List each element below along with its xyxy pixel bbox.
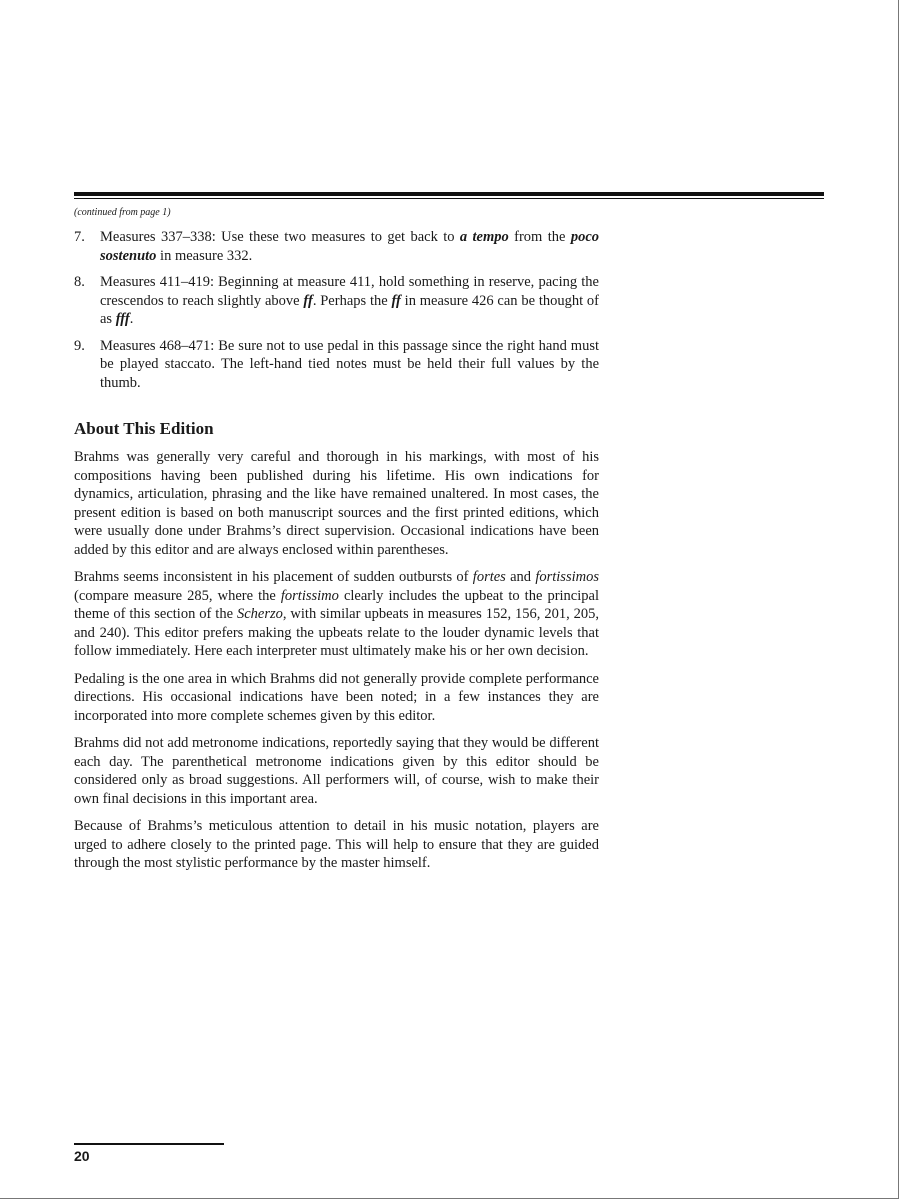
tempo-marking: poco sostenuto [100,229,600,264]
note-7 [74,228,599,265]
note-9 [74,337,599,393]
note-8 [74,273,599,329]
tempo-marking: a tempo [459,229,509,245]
note-number: 7. [74,229,85,245]
page-content [74,206,599,882]
folio-rule [74,1143,224,1145]
page-number: 20 [74,1148,90,1164]
dynamic-marking: ff [391,292,401,309]
note-text: Measures 337–338: Use these two measures to get back to a tempo from the poco sostenuto in measure 332. [100,229,600,264]
paragraph-1: Brahms was generally very careful and thorough in his markings, with most of his compositions having been published during his lifetime. His own indications for dynamics, articulation, phrasing and the like have remained unaltered. In most cases, the present edition is based on both manuscript sources and the first printed editions, which were usually done under Brahms’s direct supervision. Occasional indications have been added by this editor and are always enclosed within parentheses. [74,449,599,558]
note-text: Measures 411–419: Beginning at measure 411, hold something in reserve, pacing the crescendos to reach slightly above ff. Perhaps the ff in measure 426 can be thought of as fff. [100,274,600,327]
note-text: Measures 468–471: Be sure not to use pedal in this passage since the right hand must be played staccato. The left-hand tied notes must be held their full values by the thumb. [100,337,599,391]
paragraph-2: Brahms seems inconsistent in his placement of sudden outbursts of fortes and fortissimos (compare measure 285, where the fortissimo clearly includes the upbeat to the principal theme of this section of the Scherzo, with similar upbeats in measures 152, 156, 201, 205, and 240). This editor prefers making the upbeats relate to the louder dynamic levels that follow immediately. Here each interpreter must ultimately make his or her own decision. [74,569,599,659]
top-double-rule [74,192,824,199]
section-heading: About This Edition [74,419,214,438]
dynamic-marking: ff [303,292,313,309]
paragraph-4: Brahms did not add metronome indications, reportedly saying that they would be different each day. The parenthetical metronome indications given by this editor should be considered only as broad suggestions. All performers will, of course, wish to make their own final decisions in this important area. [74,735,599,807]
continued-label: (continued from page 1) [74,207,171,218]
dynamic-marking: fff [115,311,130,327]
paragraph-5: Because of Brahms’s meticulous attention to detail in his music notation, players are urged to adhere closely to the printed page. This will help to ensure that they are guided through the most stylistic performance by the master himself. [74,818,599,871]
paragraph-3: Pedaling is the one area in which Brahms did not generally provide complete performance directions. His occasional indications have been noted; in a few instances they are incorporated into more complete schemes given by this editor. [74,670,599,724]
note-number: 9. [74,337,85,354]
note-number: 8. [74,274,85,290]
